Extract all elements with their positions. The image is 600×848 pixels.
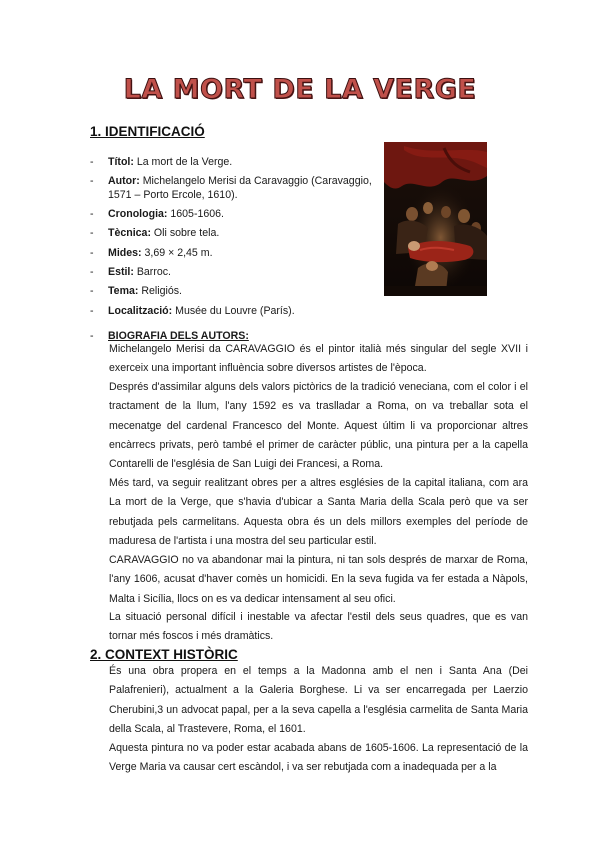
section-identificacio-heading: 1. IDENTIFICACIÓ [90,124,205,139]
painting-image [384,142,487,296]
document-title: LA MORT DE LA VERGE [123,74,477,105]
biography-paragraph: CARAVAGGIO no va abandonar mai la pintura, ni tan sols després de marxar de Roma, l'any 1606, acusat d'haver comès un homicidi. En la seva fugida va fer estada a Nàpols, Malta i Sicília, llocs on es va dedicar intensament al seu ofici. [109,554,528,605]
list-item: - Mides: 3,69 × 2,45 m. [90,246,213,259]
list-item: - Tema: Religiós. [90,285,182,298]
context-paragraph: És una obra propera en el temps a la Madonna amb el nen i Santa Ana (Dei Palafrenieri), actualment a la Galeria Borghese. Li va ser encarregada per Laerzio Cherubini,3 un advocat papal, per a la seva capella a l'església carmelita de Santa Maria della Scala, al Trastevere, Roma, el 1601. [109,665,528,735]
list-item: - Cronologia: 1605-1606. [90,208,224,221]
list-item: - Localització: Musée du Louvre (París). [90,304,295,317]
list-item: - Tècnica: Oli sobre tela. [90,227,220,240]
biography-heading: - BIOGRAFIA DELS AUTORS: [90,330,249,342]
biography-paragraph: Més tard, va seguir realitzant obres per a altres esglésies de la capital italiana, com ara La mort de la Verge, que s'havia d'ubicar a Santa Maria della Scala però que va ser rebutjada pels carmelitans. Aquesta obra és un dels millors exemples del període de maduresa de l'artista i una mostra del seu particular estil. [109,477,528,547]
death-of-the-virgin-painting-icon [384,142,487,296]
list-item: - Autor: Michelangelo Merisi da Caravaggio (Caravaggio, 1571 – Porto Ercole, 1610). [90,175,372,201]
biography-paragraph: Michelangelo Merisi da CARAVAGGIO és el pintor italià més singular del segle XVII i exerceix una important influència sobre diversos artistes de l'època. [109,343,528,375]
biography-paragraph: Després d'assimilar alguns dels valors pictòrics de la tradició veneciana, com el color i el tractament de la llum, l'any 1592 es va traslladar a Roma, on va treballar sota el mecenatge del cardenal Francesco del Monte. Aquest últim li va proporcionar altres encàrrecs privats, però també el primer de caràcter públic, una pintura per a la capella Contarelli de l'església de San Luigi dei Francesi, a Roma. [109,381,528,471]
list-item: - Estil: Barroc. [90,265,171,278]
section-context-heading: 2. CONTEXT HISTÒRIC [90,647,238,662]
list-item: - Títol: La mort de la Verge. [90,156,233,168]
identification-list [90,156,380,324]
context-paragraph: Aquesta pintura no va poder estar acabada abans de 1605-1606. La representació de la Verge Maria va causar cert escàndol, i va ser rebutjada com a inadequada per a la [109,742,528,774]
biography-paragraph: La situació personal difícil i inestable va afectar l'estil dels seus quadres, que es van tornar més foscos i més dramàtics. [109,611,528,643]
